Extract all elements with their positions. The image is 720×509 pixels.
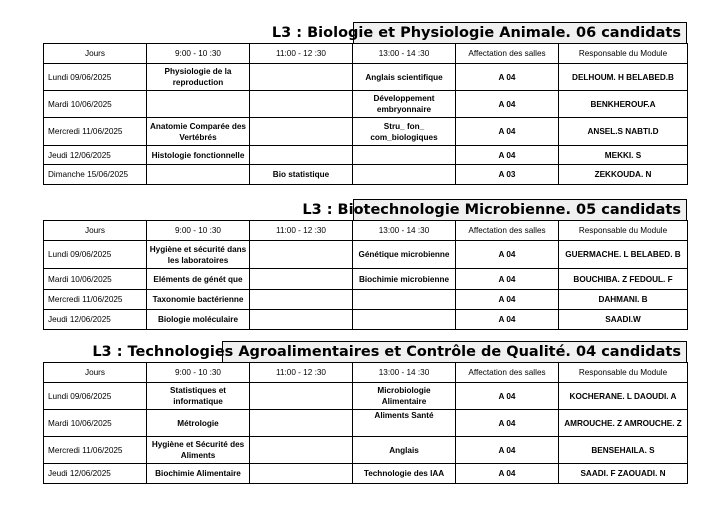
room-cell: A 04 <box>456 91 559 118</box>
slot-3-cell: Génétique microbienne <box>353 241 456 269</box>
slot-1-cell: Hygiène et Sécurité des Aliments <box>147 437 250 464</box>
table-row <box>44 437 688 464</box>
day-cell: Lundi 09/06/2025 <box>44 383 147 410</box>
header-responsible: Responsable du Module <box>559 221 688 241</box>
room-cell: A 04 <box>456 290 559 310</box>
section-title: L3 : Biotechnologie Microbienne. 05 candidats <box>353 199 687 220</box>
day-cell: Mercredi 11/06/2025 <box>44 437 147 464</box>
table-row <box>44 146 688 165</box>
responsible-cell: DAHMANI. B <box>559 290 688 310</box>
table-row <box>44 118 688 146</box>
room-cell: A 04 <box>456 241 559 269</box>
slot-3-cell: Anglais scientifique <box>353 64 456 91</box>
room-cell: A 04 <box>456 64 559 91</box>
table-row <box>44 410 688 437</box>
table-header-row <box>44 363 688 383</box>
slot-3-cell <box>353 310 456 330</box>
slot-2-cell <box>250 118 353 146</box>
slot-3-cell: Anglais <box>353 437 456 464</box>
table-row <box>44 165 688 185</box>
header-room: Affectation des salles <box>456 221 559 241</box>
slot-2-cell <box>250 64 353 91</box>
room-cell: A 03 <box>456 165 559 185</box>
header-slot-3: 13:00 - 14 :30 <box>353 44 456 64</box>
responsible-cell: BENSEHAILA. S <box>559 437 688 464</box>
schedule-table <box>43 220 688 330</box>
slot-3-cell: Biochimie microbienne <box>353 269 456 290</box>
day-cell: Mercredi 11/06/2025 <box>44 118 147 146</box>
responsible-cell: KOCHERANE. L DAOUDI. A <box>559 383 688 410</box>
header-slot-1: 9:00 - 10 :30 <box>147 221 250 241</box>
schedule-table <box>43 362 688 484</box>
slot-2-cell <box>250 290 353 310</box>
slot-1-cell <box>147 269 250 290</box>
header-days: Jours <box>44 44 147 64</box>
slot-1-cell: Anatomie Comparée des Vertébrés <box>147 118 250 146</box>
responsible-cell: GUERMACHE. L BELABED. B <box>559 241 688 269</box>
table-header-row <box>44 44 688 64</box>
slot-1-cell <box>147 91 250 118</box>
responsible-cell: DELHOUM. H BELABED.B <box>559 64 688 91</box>
slot-1-cell: Histologie fonctionnelle <box>147 146 250 165</box>
room-cell: A 04 <box>456 464 559 484</box>
responsible-cell: BENKHEROUF.A <box>559 91 688 118</box>
room-cell: A 04 <box>456 146 559 165</box>
slot-1-cell <box>147 165 250 185</box>
table-row <box>44 464 688 484</box>
slot-3-cell <box>353 165 456 185</box>
day-cell: Mercredi 11/06/2025 <box>44 290 147 310</box>
slot-2-cell <box>250 241 353 269</box>
section-title: L3 : Technologies Agroalimentaires et Contrôle de Qualité. 04 candidats <box>222 341 687 362</box>
slot-3-cell: Aliments Santé <box>353 410 456 437</box>
room-cell: A 04 <box>456 383 559 410</box>
slot-1-cell: Métrologie <box>147 410 250 437</box>
slot-2-cell <box>250 269 353 290</box>
highlighted-text: Eléments de génét que <box>153 274 243 284</box>
slot-3-cell: Technologie des IAA <box>353 464 456 484</box>
room-cell: A 04 <box>456 310 559 330</box>
slot-3-cell <box>353 146 456 165</box>
day-cell: Lundi 09/06/2025 <box>44 64 147 91</box>
day-cell: Lundi 09/06/2025 <box>44 241 147 269</box>
slot-2-cell <box>250 383 353 410</box>
table-row <box>44 241 688 269</box>
responsible-cell: SAADI. F ZAOUADI. N <box>559 464 688 484</box>
slot-1-cell: Taxonomie bactérienne <box>147 290 250 310</box>
slot-2-cell <box>250 146 353 165</box>
header-days: Jours <box>44 363 147 383</box>
table-row <box>44 64 688 91</box>
day-cell: Mardi 10/06/2025 <box>44 410 147 437</box>
slot-2-cell <box>250 310 353 330</box>
responsible-cell: AMROUCHE. Z AMROUCHE. Z <box>559 410 688 437</box>
header-responsible: Responsable du Module <box>559 44 688 64</box>
day-cell: Jeudi 12/06/2025 <box>44 146 147 165</box>
header-slot-2: 11:00 - 12 :30 <box>250 221 353 241</box>
table-row <box>44 269 688 290</box>
day-cell: Jeudi 12/06/2025 <box>44 464 147 484</box>
header-room: Affectation des salles <box>456 44 559 64</box>
room-cell: A 04 <box>456 437 559 464</box>
header-slot-1: 9:00 - 10 :30 <box>147 44 250 64</box>
slot-1-cell: Physiologie de la reproduction <box>147 64 250 91</box>
slot-3-cell: Stru_ fon_ com_biologiques <box>353 118 456 146</box>
slot-2-cell <box>250 91 353 118</box>
slot-1-cell: Biologie moléculaire <box>147 310 250 330</box>
responsible-cell: SAADI.W <box>559 310 688 330</box>
day-cell: Mardi 10/06/2025 <box>44 269 147 290</box>
header-slot-2: 11:00 - 12 :30 <box>250 44 353 64</box>
header-days: Jours <box>44 221 147 241</box>
slot-2-cell <box>250 464 353 484</box>
responsible-cell: ANSEL.S NABTI.D <box>559 118 688 146</box>
table-row <box>44 290 688 310</box>
header-room: Affectation des salles <box>456 363 559 383</box>
responsible-cell: BOUCHIBA. Z FEDOUL. F <box>559 269 688 290</box>
section-title: L3 : Biologie et Physiologie Animale. 06 candidats <box>353 22 687 43</box>
table-header-row <box>44 221 688 241</box>
slot-1-cell: Hygiène et sécurité dans les laboratoires <box>147 241 250 269</box>
header-slot-2: 11:00 - 12 :30 <box>250 363 353 383</box>
header-slot-3: 13:00 - 14 :30 <box>353 221 456 241</box>
day-cell: Jeudi 12/06/2025 <box>44 310 147 330</box>
room-cell: A 04 <box>456 118 559 146</box>
room-cell: A 04 <box>456 410 559 437</box>
schedule-table <box>43 43 688 185</box>
slot-3-cell: Développement embryonnaire <box>353 91 456 118</box>
day-cell: Mardi 10/06/2025 <box>44 91 147 118</box>
responsible-cell: ZEKKOUDA. N <box>559 165 688 185</box>
table-row <box>44 383 688 410</box>
header-slot-3: 13:00 - 14 :30 <box>353 363 456 383</box>
slot-2-cell <box>250 410 353 437</box>
slot-2-cell: Bio statistique <box>250 165 353 185</box>
slot-1-cell: Statistiques et informatique <box>147 383 250 410</box>
table-row <box>44 310 688 330</box>
table-row <box>44 91 688 118</box>
slot-2-cell <box>250 437 353 464</box>
slot-1-cell: Biochimie Alimentaire <box>147 464 250 484</box>
slot-3-cell <box>353 290 456 310</box>
slot-3-cell: Microbiologie Alimentaire <box>353 383 456 410</box>
responsible-cell: MEKKI. S <box>559 146 688 165</box>
room-cell: A 04 <box>456 269 559 290</box>
header-slot-1: 9:00 - 10 :30 <box>147 363 250 383</box>
day-cell: Dimanche 15/06/2025 <box>44 165 147 185</box>
header-responsible: Responsable du Module <box>559 363 688 383</box>
